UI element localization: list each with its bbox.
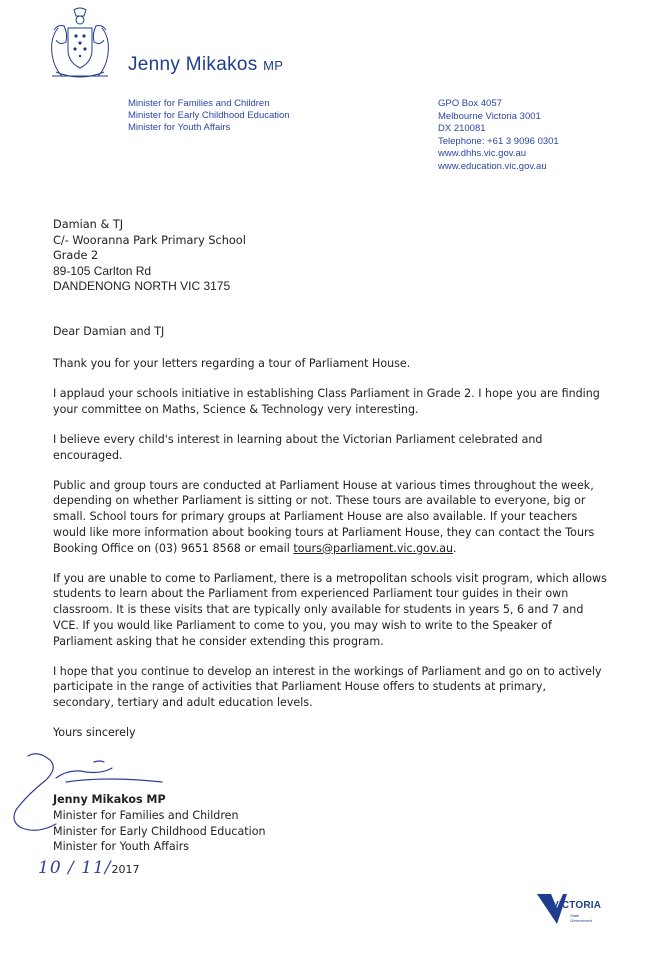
role-line: Minister for Youth Affairs xyxy=(128,122,231,133)
salutation: Dear Damian and TJ xyxy=(53,325,165,338)
victoria-subtext xyxy=(570,913,592,923)
paragraph-text: Public and group tours are conducted at Parliament House at various times throughout the week, depending on whether Parliament is sitting or not. These tours are available to everyone, big or small. School tours for primary groups at Parliament House are also available. If your teachers would like more information about booking tours at Parliament House, they can contact the Tours Booking Office on (03) 9651 8568 or email xyxy=(53,478,595,555)
letter-body xyxy=(53,324,608,756)
letterhead-name-text: Jenny Mikakos xyxy=(128,54,258,75)
paragraph-text: . xyxy=(453,541,457,555)
letterhead-contact xyxy=(438,98,559,173)
role-line: Minister for Early Childhood Education xyxy=(128,110,290,121)
recipient-line: DANDENONG NORTH VIC 3175 xyxy=(53,279,231,294)
coat-of-arms-icon xyxy=(44,6,116,80)
victoria-subtext-line: State xyxy=(570,913,580,918)
recipient-address xyxy=(53,217,246,295)
paragraph: I applaud your schools initiative in establishing Class Parliament in Grade 2. I hope you are finding your committee on Maths, Science & Technology very interesting. xyxy=(53,386,600,416)
date-handwritten: 10 / 11/ xyxy=(38,858,112,878)
signoff-name: Jenny Mikakos MP xyxy=(53,793,166,806)
letterhead-roles xyxy=(128,98,290,134)
paragraph: Thank you for your letters regarding a tour of Parliament House. xyxy=(53,356,411,370)
contact-website-education[interactable]: www.education.vic.gov.au xyxy=(438,160,547,172)
signoff-title: Minister for Families and Children xyxy=(53,808,239,822)
recipient-line: 89-105 Carlton Rd xyxy=(53,263,152,278)
signoff-block xyxy=(53,792,266,855)
letterhead-suffix: MP xyxy=(263,58,284,73)
contact-dx: DX 210081 xyxy=(438,123,486,134)
date-year: 2017 xyxy=(111,863,140,876)
closing: Yours sincerely xyxy=(53,726,136,740)
paragraph: I believe every child's interest in learning about the Victorian Parliament celebrated and encouraged. xyxy=(53,432,543,462)
victoria-wordmark: VICTORIA xyxy=(552,900,602,911)
email-link[interactable]: tours@parliament.vic.gov.au xyxy=(293,541,454,555)
paragraph: If you are unable to come to Parliament, there is a metropolitan schools visit program, which allows students to learn about the Parliament from experienced Parliament tour guides in their own classroom. It is these visits that are typically only available for students in years 5, 6 and 7 and VCE. If you would like Parliament to come to you, you may wish to write to the Speaker of Parliament asking that he consider extending this program. xyxy=(53,571,607,648)
role-line: Minister for Families and Children xyxy=(128,98,270,109)
recipient-line: Grade 2 xyxy=(53,249,99,263)
victoria-subtext-line: Government xyxy=(570,918,593,923)
letter-date xyxy=(38,858,140,878)
contact-website-dhhs[interactable]: www.dhhs.vic.gov.au xyxy=(438,148,527,159)
letterhead-name xyxy=(128,54,283,76)
contact-city: Melbourne Victoria 3001 xyxy=(438,110,541,122)
paragraph xyxy=(53,478,608,557)
recipient-line: Damian & TJ xyxy=(53,218,124,231)
signoff-title: Minister for Youth Affairs xyxy=(53,840,190,854)
paragraph: I hope that you continue to develop an interest in the workings of Parliament and go on to actively participate in the range of activities that Parliament House offers to students at primary, secondary, tertiary and adult education levels. xyxy=(53,664,602,710)
signoff-title: Minister for Early Childhood Education xyxy=(53,824,266,838)
recipient-line: C/- Wooranna Park Primary School xyxy=(53,233,246,247)
contact-telephone: Telephone: +61 3 9096 0301 xyxy=(438,135,559,147)
contact-postal: GPO Box 4057 xyxy=(438,98,502,109)
